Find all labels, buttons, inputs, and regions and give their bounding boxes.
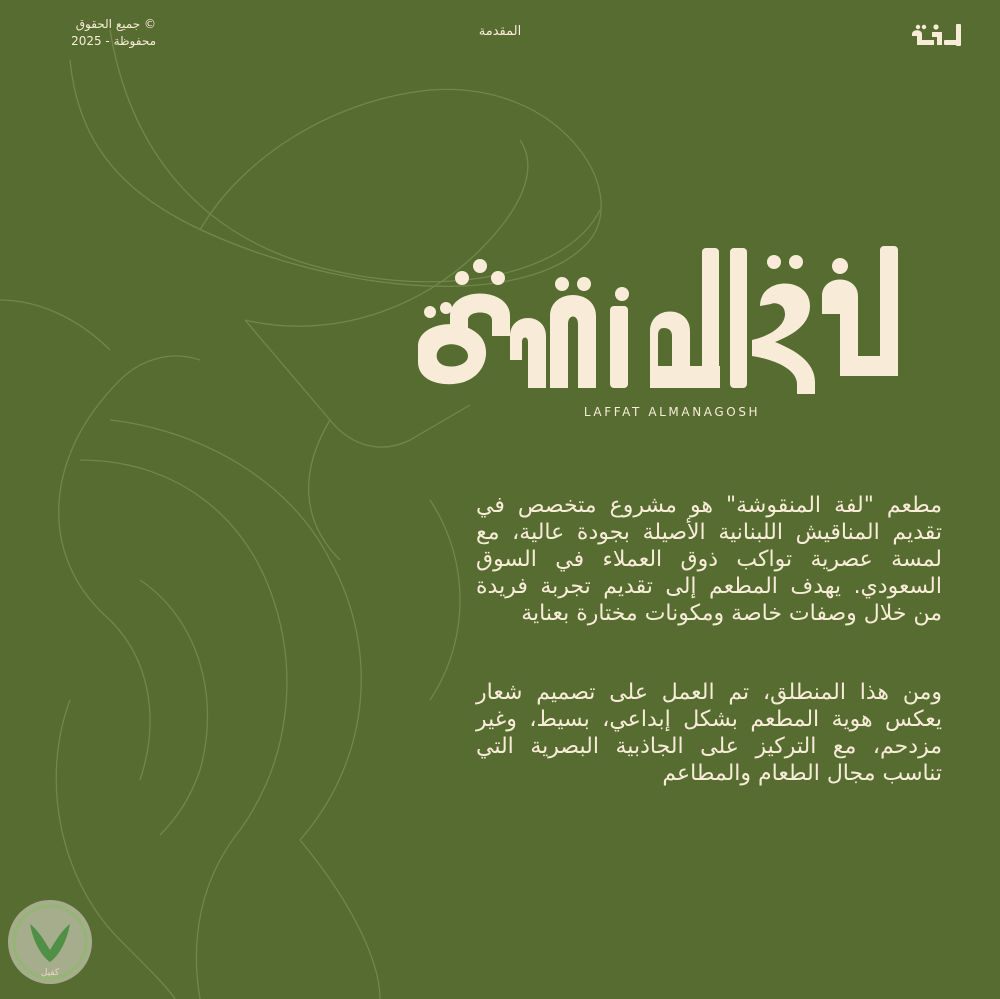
copyright-line-1: © جميع الحقوق bbox=[75, 17, 156, 31]
brand-logo-latin: LAFFAT ALMANAGOSH bbox=[583, 405, 761, 419]
copyright-line-2: محفوظة - 2025 bbox=[71, 34, 156, 48]
watermark-label: كفيل bbox=[40, 968, 60, 978]
header-logo-icon bbox=[908, 22, 966, 50]
intro-paragraph-2: ومن هذا المنطلق، تم العمل على تصميم شعار يعكس هوية المطعم بشكل إبداعي، بسيط، وغير مزدحم، مع التركيز على الجاذبية البصرية التي تناسب مجال الطعام والمطاعم bbox=[476, 680, 942, 786]
section-title: المقدمة bbox=[478, 24, 522, 39]
copyright-notice bbox=[36, 16, 156, 50]
intro-paragraph-1: مطعم "لفة المنقوشة" هو مشروع متخصص في تقديم المناقيش اللبنانية الأصيلة بجودة عالية، مع لمسة عصرية تواكب ذوق العملاء في السوق السعودي. يهدف المطعم إلى تقديم تجربة فريدة من خلال وصفات خاصة ومكونات مختارة بعناية bbox=[476, 493, 942, 626]
brand-logo-arabic bbox=[410, 236, 925, 404]
